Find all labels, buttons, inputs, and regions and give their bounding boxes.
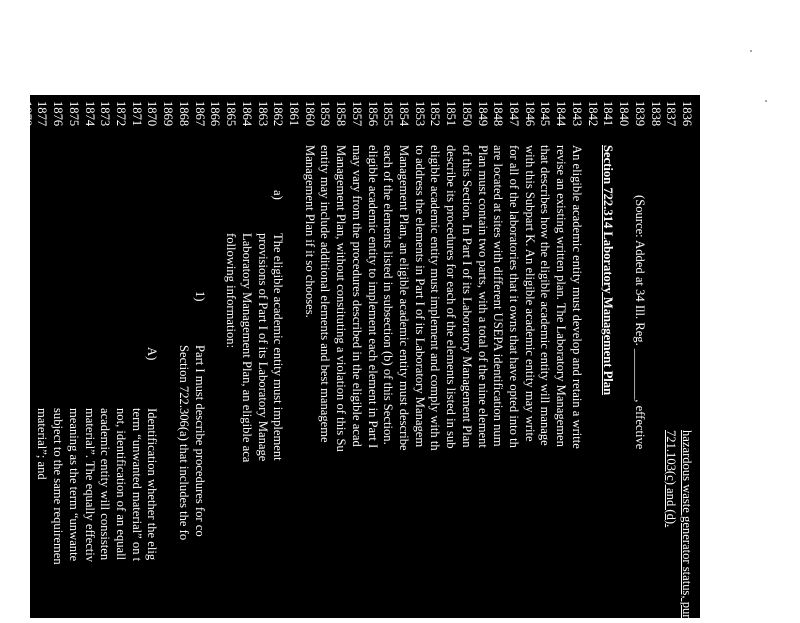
section-heading: Section 722.314 Laboratory Management Plan — [601, 145, 616, 396]
line-number: 1855 — [381, 101, 396, 127]
text-line: Management Plan if it so chooses. — [302, 145, 317, 318]
text-line: entity may include additional elements and best manageme — [318, 145, 333, 443]
line-number: 1850 — [459, 101, 474, 127]
text-line: eligible academic entity must implement and comply with th — [428, 145, 443, 451]
line-number: 1841 — [601, 101, 616, 127]
line-number: 1869 — [161, 101, 176, 127]
line-number: 1866 — [208, 101, 223, 127]
text-line: subject to the same requiremen — [51, 408, 66, 565]
line-number: 1849 — [475, 101, 490, 127]
line-number: 1860 — [302, 101, 317, 127]
line-number: 1856 — [365, 101, 380, 127]
text-line: for all of the laboratories that it owns that have opted into th — [507, 145, 522, 448]
text-line: term “unwanted material” on t — [129, 408, 144, 562]
line-number: 1838 — [648, 101, 663, 127]
text-line: meaning as the term “unwante — [66, 408, 81, 562]
text-line: An eligible academic entity must develop and retain a writte — [570, 145, 584, 449]
line-number: 1873 — [98, 101, 113, 127]
line-number: 1836 — [680, 101, 694, 127]
text-line: describe its procedures for each of the elements listed in sub — [444, 145, 459, 449]
line-number: 1872 — [114, 101, 129, 127]
text-line: Laboratory Management Plan, an eligible aca — [239, 233, 254, 463]
line-number: 1851 — [444, 101, 459, 127]
line-number: 1839 — [632, 101, 647, 127]
text-line: with this Subpart K. An eligible academic entity may write — [522, 145, 537, 442]
line-number: 1854 — [397, 101, 411, 127]
line-number: 1842 — [585, 101, 600, 127]
line-number: 1840 — [617, 101, 632, 127]
text-line: following information: — [224, 233, 239, 349]
scan-speck — [750, 50, 752, 52]
text-line: not, identification of an equall — [114, 408, 129, 561]
source-note: (Source: Added at 34 Ill. Reg. ________, effective — [632, 195, 647, 450]
line-number: 1868 — [177, 101, 191, 127]
subsection-marker: A) — [145, 347, 160, 361]
line-number: 1876 — [51, 101, 66, 127]
text-line: hazardous waste generator status, purs — [680, 430, 694, 623]
document-page — [19, 95, 700, 623]
line-number: 1877 — [35, 101, 50, 127]
line-number: 1852 — [428, 101, 443, 127]
text-line: may vary from the procedures described in the eligible acad — [349, 145, 364, 447]
text-line: eligible academic entity to implement each element in Part I — [365, 145, 380, 449]
text-line: academic entity will consisten — [98, 408, 113, 561]
line-number: 1874 — [82, 101, 97, 127]
text-line: revise an existing written plan. The Laboratory Managemen — [554, 145, 569, 447]
text-line: to address the elements in Part I of its Laboratory Managem — [412, 145, 427, 448]
line-number: 1863 — [255, 101, 270, 127]
line-number: 1846 — [522, 101, 537, 127]
line-number: 1862 — [271, 101, 286, 127]
text-line: Identification whether the elig — [145, 408, 160, 561]
text-line: Management Plan, without constituting a violation of this Su — [334, 145, 349, 452]
text-line: Part I must describe procedures for co — [192, 345, 207, 537]
scanned-page — [19, 95, 700, 623]
line-number: 1837 — [664, 101, 679, 127]
line-number: 1848 — [491, 101, 506, 127]
line-number: 1858 — [334, 101, 349, 127]
line-number: 1871 — [129, 101, 144, 127]
text-line: Section 722.306(a) that includes the fo — [177, 345, 191, 541]
line-number: 1847 — [507, 101, 522, 127]
line-number: 1878 — [19, 101, 34, 127]
line-number: 1844 — [554, 101, 569, 127]
text-line: Management Plan, an eligible academic entity must describe — [397, 145, 411, 451]
text-line: material”. The equally effectiv — [82, 408, 97, 563]
text-line: of this Section. In Part I of its Laboratory Management Plan — [459, 145, 474, 448]
line-number: 1865 — [224, 101, 239, 127]
line-number: 1861 — [287, 101, 301, 127]
line-number: 1845 — [538, 101, 553, 127]
subsection-marker: a) — [271, 190, 286, 200]
line-number: 1853 — [412, 101, 427, 127]
text-line: are located at sites with different USEPA identification num — [491, 145, 506, 447]
text-line: The eligible academic entity must implement — [271, 233, 286, 461]
text-line: each of the elements listed in subsection (b) of this Section. — [381, 145, 396, 445]
subsection-marker: 1) — [192, 291, 207, 302]
line-number: 1870 — [145, 101, 160, 127]
scan-speck — [765, 100, 767, 102]
line-number: 1843 — [570, 101, 584, 127]
text-line: provisions of Part I of its Laboratory Manage — [255, 233, 270, 462]
line-number: 1857 — [349, 101, 364, 127]
line-number: 1859 — [318, 101, 333, 127]
text-line: 721.103(c) and (d). — [664, 430, 679, 528]
text-line: Plan must contain two parts, with a total of the nine element — [475, 145, 490, 448]
text-line: material”; and — [35, 408, 50, 480]
text-line: that describes how the eligible academic entity will manage — [538, 145, 553, 446]
line-number: 1867 — [192, 101, 207, 127]
line-number: 1875 — [66, 101, 81, 127]
line-number: 1864 — [239, 101, 254, 127]
